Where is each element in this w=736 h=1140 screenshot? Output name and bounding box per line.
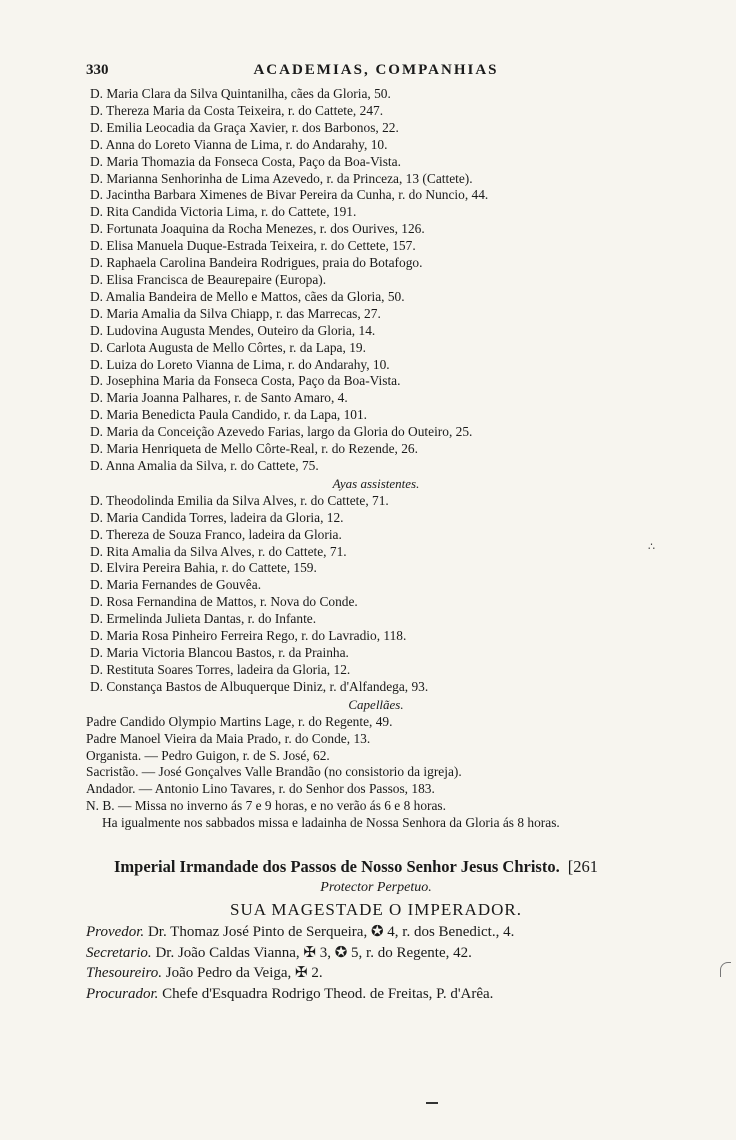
- organist-entry: Organista. — Pedro Guigon, r. de S. José, 62.: [86, 747, 330, 763]
- assistant-entry: D. Rosa Fernandina de Mattos, r. Nova do Conde.: [90, 594, 358, 610]
- footer-dash-mark: [426, 1102, 438, 1104]
- assistant-entry: D. Maria Rosa Pinheiro Ferreira Rego, r. do Lavradio, 118.: [90, 628, 407, 644]
- assistants-list: [86, 493, 666, 696]
- section-title-text: Imperial Irmandade dos Passos de Nosso Senhor Jesus Christo.: [114, 857, 560, 877]
- member-entry: D. Luiza do Loreto Vianna de Lima, r. do Andarahy, 10.: [90, 356, 390, 372]
- officer-text: Dr. Thomaz José Pinto de Serqueira, ✪ 4, r. dos Benedict., 4.: [147, 924, 515, 941]
- page-number: 330: [86, 62, 109, 78]
- member-entry: D. Marianna Senhorinha de Lima Azevedo, r. da Princeza, 13 (Cattete).: [90, 170, 473, 186]
- member-entry: D. Elisa Manuela Duque-Estrada Teixeira, r. do Cettete, 157.: [90, 238, 416, 254]
- officer-entry: [86, 922, 666, 943]
- member-entry: D. Amalia Bandeira de Mello e Mattos, cães da Gloria, 50.: [90, 288, 405, 304]
- section-marker: [261: [567, 857, 598, 877]
- document-page: [86, 62, 666, 1004]
- assistant-entry: D. Thereza de Souza Franco, ladeira da Gloria.: [90, 526, 342, 542]
- chaplains-list: [86, 714, 666, 815]
- member-entry: D. Anna do Loreto Vianna de Lima, r. do Andarahy, 10.: [90, 136, 388, 152]
- assistant-entry: D. Theodolinda Emilia da Silva Alves, r. do Cattete, 71.: [90, 492, 389, 508]
- officer-entry: [86, 963, 666, 984]
- member-entry: D. Thereza Maria da Costa Teixeira, r. do Cattete, 247.: [90, 102, 384, 118]
- officer-role: Provedor.: [86, 924, 145, 941]
- assistant-entry: D. Restituta Soares Torres, ladeira da Gloria, 12.: [90, 661, 351, 677]
- officer-entry: [86, 943, 666, 964]
- member-entry: D. Raphaela Carolina Bandeira Rodrigues, praia do Botafogo.: [90, 255, 423, 271]
- officers-list: [86, 922, 666, 1004]
- assistant-entry: D. Elvira Pereira Bahia, r. do Cattete, 159.: [90, 560, 317, 576]
- assistant-entry: D. Maria Fernandes de Gouvêa.: [90, 577, 262, 593]
- member-entry: D. Maria Joanna Palhares, r. de Santo Amaro, 4.: [90, 390, 348, 406]
- note-entry: N. B. — Missa no inverno ás 7 e 9 horas, e no verão ás 6 e 8 horas.: [86, 798, 446, 814]
- member-entry: D. Josephina Maria da Fonseca Costa, Paço da Boa-Vista.: [90, 373, 401, 389]
- officer-entry: [86, 984, 666, 1005]
- mass-note-paragraph: Ha igualmente nos sabbados missa e ladainha de Nossa Senhora da Gloria ás 8 horas.: [102, 815, 560, 831]
- emperor-line: SUA MAGESTADE O IMPERADOR.: [230, 900, 522, 920]
- ink-spot-mark: ∴: [648, 541, 655, 553]
- running-head: ACADEMIAS, COMPANHIAS: [253, 62, 499, 78]
- member-entry: D. Maria Benedicta Paula Candido, r. da Lapa, 101.: [90, 407, 368, 423]
- assistant-entry: D. Ermelinda Julieta Dantas, r. do Infante.: [90, 611, 317, 627]
- officer-text: Chefe d'Esquadra Rodrigo Theod. de Freitas, P. d'Arêa.: [162, 985, 494, 1002]
- page-corner-mark: [720, 962, 731, 977]
- member-entry: D. Jacintha Barbara Ximenes de Bivar Pereira da Cunha, r. do Nuncio, 44.: [90, 187, 489, 203]
- member-entry: D. Rita Candida Victoria Lima, r. do Cattete, 191.: [90, 204, 357, 220]
- subheading-aias: Ayas assistentes.: [332, 475, 420, 491]
- chaplain-entry: Padre Candido Olympio Martins Lage, r. do Regente, 49.: [86, 713, 393, 729]
- members-list: [86, 86, 666, 475]
- assistant-entry: D. Maria Victoria Blancou Bastos, r. da Prainha.: [90, 645, 349, 660]
- officer-role: Procurador.: [86, 985, 159, 1002]
- member-entry: D. Fortunata Joaquina da Rocha Menezes, r. dos Ourives, 126.: [90, 221, 425, 237]
- section-title: [86, 856, 666, 878]
- assistant-entry: D. Maria Candida Torres, ladeira da Gloria, 12.: [90, 509, 344, 525]
- assistant-entry: D. Constança Bastos de Albuquerque Diniz, r. d'Alfandega, 93.: [90, 678, 429, 694]
- assistant-entry: D. Rita Amalia da Silva Alves, r. do Cattete, 71.: [90, 543, 347, 559]
- officer-role: Secretario.: [86, 944, 152, 961]
- page-header: [86, 62, 666, 86]
- officer-text: Dr. João Caldas Vianna, ✠ 3, ✪ 5, r. do Regente, 42.: [155, 944, 472, 961]
- member-entry: D. Maria da Conceição Azevedo Farias, largo da Gloria do Outeiro, 25.: [90, 424, 473, 440]
- chaplain-entry: Padre Manoel Vieira da Maia Prado, r. do Conde, 13.: [86, 730, 371, 746]
- member-entry: D. Maria Henriqueta de Mello Côrte-Real, r. do Rezende, 26.: [90, 441, 418, 457]
- officer-text: João Pedro da Veiga, ✠ 2.: [165, 965, 323, 982]
- member-entry: D. Maria Clara da Silva Quintanilha, cães da Gloria, 50.: [90, 86, 391, 101]
- member-entry: D. Elisa Francisca de Beaurepaire (Europa).: [90, 271, 327, 287]
- member-entry: D. Ludovina Augusta Mendes, Outeiro da Gloria, 14.: [90, 322, 376, 338]
- member-entry: D. Anna Amalia da Silva, r. do Cattete, 75.: [90, 457, 319, 473]
- member-entry: D. Emilia Leocadia da Graça Xavier, r. dos Barbonos, 22.: [90, 119, 399, 135]
- member-entry: D. Maria Thomazia da Fonseca Costa, Paço da Boa-Vista.: [90, 153, 401, 169]
- sacristan-entry: Sacristão. — José Gonçalves Valle Brandão (no consistorio da igreja).: [86, 764, 462, 780]
- officer-role: Thesoureiro.: [86, 965, 162, 982]
- subheading-capellaes: Capellães.: [348, 696, 404, 712]
- protector-label: Protector Perpetuo.: [320, 880, 432, 896]
- andador-entry: Andador. — Antonio Lino Tavares, r. do Senhor dos Passos, 183.: [86, 781, 435, 797]
- member-entry: D. Carlota Augusta de Mello Côrtes, r. da Lapa, 19.: [90, 339, 366, 355]
- member-entry: D. Maria Amalia da Silva Chiapp, r. das Marrecas, 27.: [90, 305, 381, 321]
